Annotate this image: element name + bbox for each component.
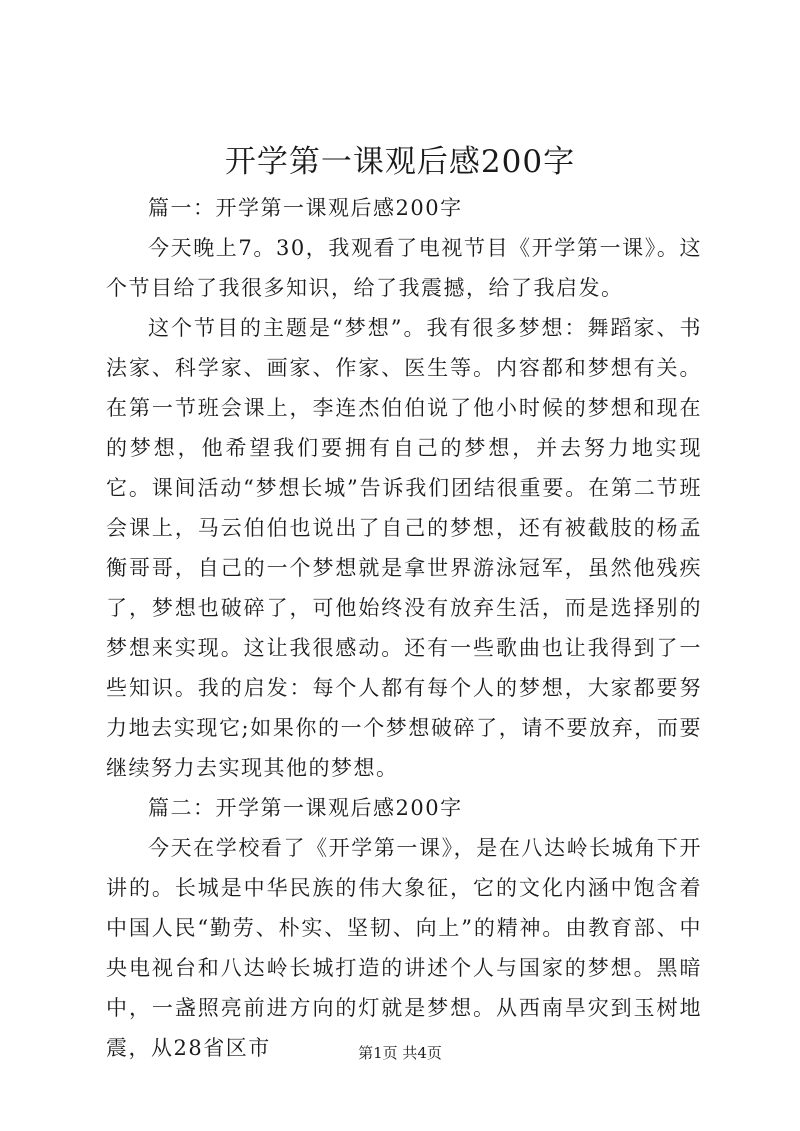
document-body (106, 188, 702, 1068)
paragraph: 这个节目的主题是“梦想”。我有很多梦想：舞蹈家、书法家、科学家、画家、作家、医生等。内容都和梦想有关。在第一节班会课上，李连杰伯伯说了他小时候的梦想和现在的梦想，他希望我们要拥有自己的梦想，并去努力地实现它。课间活动“梦想长城”告诉我们团结很重要。在第二节班会课上，马云伯伯也说出了自己的梦想，还有被截肢的杨孟衡哥哥，自己的一个梦想就是拿世界游泳冠军，虽然他残疾了，梦想也破碎了，可他始终没有放弃生活，而是选择别的梦想来实现。这让我很感动。还有一些歌曲也让我得到了一些知识。我的启发：每个人都有每个人的梦想，大家都要努力地去实现它;如果你的一个梦想破碎了，请不要放弃，而要继续努力去实现其他的梦想。 (106, 316, 702, 780)
document-title: 开学第一课观后感200字 (224, 144, 576, 180)
paragraph: 今天晚上7。30，我观看了电视节目《开学第一课》。这个节目给了我很多知识，给了我震撼，给了我启发。 (106, 236, 702, 300)
paragraph: 今天在学校看了《开学第一课》，是在八达岭长城角下开讲的。长城是中华民族的伟大象征，它的文化内涵中饱含着中国人民“勤劳、朴实、坚韧、向上”的精神。由教育部、中央电视台和八达岭长城打造的讲述个人与国家的梦想。黑暗中，一盏照亮前进方向的灯就是梦想。从西南旱灾到玉树地震，从28省区市 (106, 836, 702, 1060)
section-heading-2: 篇二：开学第一课观后感200字 (148, 796, 463, 820)
section-heading-1: 篇一：开学第一课观后感200字 (148, 196, 463, 220)
page-number-footer: 第1页 共4页 (358, 1044, 442, 1062)
